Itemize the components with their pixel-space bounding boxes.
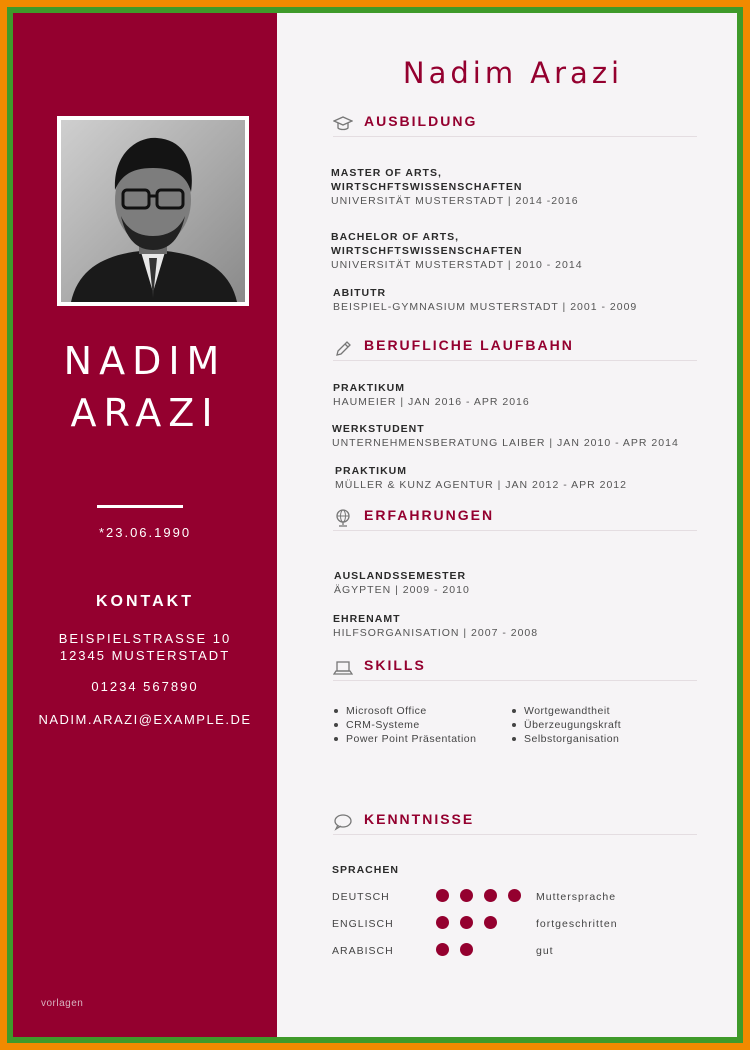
proficiency-dot: [460, 889, 473, 902]
divider: [97, 505, 183, 508]
section-ausbildung-header: [333, 113, 697, 137]
entry-subject: WIRTSCHFTSWISSENSCHAFTEN: [331, 245, 523, 257]
watermark: vorlagen: [41, 998, 84, 1009]
entry-role: PRAKTIKUM: [333, 382, 405, 394]
section-laufbahn-header: [333, 337, 697, 361]
skills-list-2: [510, 704, 621, 746]
globe-icon: [333, 509, 353, 527]
language-name: ENGLISCH: [332, 918, 394, 930]
entry-role: PRAKTIKUM: [335, 465, 407, 477]
proficiency-dot: [484, 889, 497, 902]
entry-degree: BACHELOR OF ARTS,: [331, 231, 460, 243]
language-row: [332, 943, 712, 959]
proficiency-dot: [436, 916, 449, 929]
language-name: DEUTSCH: [332, 891, 390, 903]
entry-detail: UNIVERSITÄT MUSTERSTADT | 2010 - 2014: [331, 259, 583, 271]
section-skills-header: [333, 657, 697, 681]
section-title: AUSBILDUNG: [364, 113, 478, 129]
entry-detail: UNTERNEHMENSBERATUNG LAIBER | JAN 2010 - APR 2014: [332, 437, 679, 449]
language-level: fortgeschritten: [536, 918, 618, 930]
address-line-2: 12345 MUSTERSTADT: [59, 648, 231, 663]
list-item: [333, 381, 713, 409]
language-row: [332, 916, 712, 932]
list-item: [333, 612, 713, 640]
entry-role: AUSLANDSSEMESTER: [334, 570, 467, 582]
speech-bubble-icon: [333, 813, 353, 831]
entry-subject: WIRTSCHFTSWISSENSCHAFTEN: [331, 181, 523, 193]
phone-number: 01234 567890: [91, 679, 199, 694]
profile-photo: [57, 116, 249, 306]
list-item: Power Point Präsentation: [332, 732, 476, 746]
list-item: Microsoft Office: [332, 704, 476, 718]
portrait-icon: [61, 120, 245, 302]
page-title: Nadim Arazi: [402, 56, 624, 90]
proficiency-dot: [484, 916, 497, 929]
language-level: gut: [536, 945, 554, 957]
entry-role: EHRENAMT: [333, 613, 401, 625]
section-title: ERFAHRUNGEN: [364, 507, 495, 523]
language-level: Muttersprache: [536, 891, 617, 903]
proficiency-dot: [508, 889, 521, 902]
entry-detail: MÜLLER & KUNZ AGENTUR | JAN 2012 - APR 2012: [335, 479, 627, 491]
section-title: SKILLS: [364, 657, 426, 673]
list-item: CRM-Systeme: [332, 718, 476, 732]
section-title: KENNTNISSE: [364, 811, 475, 827]
entry-role: WERKSTUDENT: [332, 423, 425, 435]
cv-page: [13, 13, 737, 1037]
sidebar-last-name: ARAZI: [70, 391, 220, 435]
entry-degree: ABITUTR: [333, 287, 387, 299]
entry-degree: MASTER OF ARTS,: [331, 167, 442, 179]
entry-detail: BEISPIEL-GYMNASIUM MUSTERSTADT | 2001 - 2009: [333, 301, 638, 313]
section-kenntnisse-header: [333, 811, 697, 835]
language-name: ARABISCH: [332, 945, 394, 957]
list-item: [335, 464, 715, 492]
sidebar: [13, 13, 277, 1037]
laptop-icon: [333, 659, 353, 677]
proficiency-dot: [436, 943, 449, 956]
entry-detail: ÄGYPTEN | 2009 - 2010: [334, 584, 470, 596]
skills-list-1: [332, 704, 476, 746]
sidebar-first-name: NADIM: [63, 339, 227, 383]
proficiency-dot: [436, 889, 449, 902]
entry-detail: UNIVERSITÄT MUSTERSTADT | 2014 -2016: [331, 195, 579, 207]
list-item: [332, 422, 712, 450]
list-item: [333, 286, 713, 314]
language-row: [332, 889, 712, 905]
list-item: [334, 569, 714, 597]
sidebar-name: [13, 335, 277, 439]
graduation-cap-icon: [333, 115, 353, 133]
list-item: [331, 230, 711, 272]
address: [13, 630, 277, 664]
list-item: Wortgewandtheit: [510, 704, 621, 718]
list-item: Überzeugungskraft: [510, 718, 621, 732]
entry-detail: HAUMEIER | JAN 2016 - APR 2016: [333, 396, 530, 408]
section-title: BERUFLICHE LAUFBAHN: [364, 337, 574, 353]
section-erfahrungen-header: [333, 507, 697, 531]
list-item: [331, 166, 711, 208]
languages-label: SPRACHEN: [332, 864, 399, 876]
proficiency-dot: [460, 916, 473, 929]
proficiency-dot: [460, 943, 473, 956]
pencil-icon: [333, 339, 353, 357]
birth-date: *23.06.1990: [98, 525, 192, 540]
contact-title: KONTAKT: [95, 593, 195, 610]
email-address[interactable]: NADIM.ARAZI@EXAMPLE.DE: [38, 712, 252, 727]
entry-detail: HILFSORGANISATION | 2007 - 2008: [333, 627, 539, 639]
address-line-1: BEISPIELSTRASSE 10: [58, 631, 232, 646]
list-item: Selbstorganisation: [510, 732, 621, 746]
